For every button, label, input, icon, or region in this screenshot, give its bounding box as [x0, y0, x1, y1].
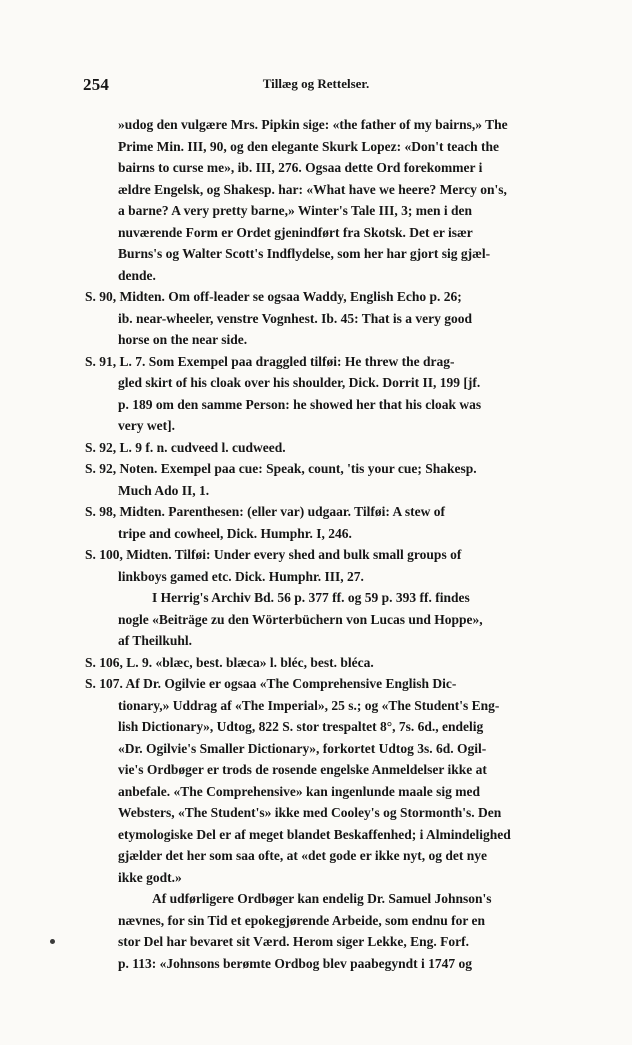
text-line: gled skirt of his cloak over his shoulder, Dick. Dorrit II, 199 [jf. — [118, 375, 481, 390]
text-line: S. 90, Midten. Om off-leader se ogsaa Waddy, English Echo p. 26; — [85, 289, 462, 304]
text-line: linkboys gamed etc. Dick. Humphr. III, 27. — [118, 569, 364, 584]
text-line: horse on the near side. — [118, 332, 248, 347]
text-line: Burns's og Walter Scott's Indflydelse, som her har gjort sig gjæl- — [118, 246, 491, 261]
text-line: stor Del har bevaret sit Værd. Herom siger Lekke, Eng. Forf. — [118, 934, 469, 949]
text-line: vie's Ordbøger er trods de rosende engelske Anmeldelser ikke at — [118, 762, 487, 777]
text-line: p. 189 om den samme Person: he showed her that his cloak was — [118, 397, 482, 412]
text-line: bairns to curse me», ib. III, 276. Ogsaa dette Ord forekommer i — [118, 160, 483, 175]
text-line: nævnes, for sin Tid et epokegjørende Arbeide, som endnu for en — [118, 913, 486, 928]
text-line: »udog den vulgære Mrs. Pipkin sige: «the father of my bairns,» The — [118, 117, 508, 132]
text-line: tionary,» Uddrag af «The Imperial», 25 s.; og «The Student's Eng- — [118, 698, 500, 713]
text-line: p. 113: «Johnsons berømte Ordbog blev paabegyndt i 1747 og — [118, 956, 473, 971]
text-line: dende. — [118, 268, 156, 283]
text-line: S. 107. Af Dr. Ogilvie er ogsaa «The Comprehensive English Dic- — [85, 676, 457, 691]
text-line: very wet]. — [118, 418, 175, 433]
text-line: ældre Engelsk, og Shakesp. har: «What have we heere? Mercy on's, — [118, 182, 507, 197]
text-line: Prime Min. III, 90, og den elegante Skurk Lopez: «Don't teach the — [118, 139, 499, 154]
text-line: S. 106, L. 9. «blæc, best. blæca» l. bléc, best. bléca. — [85, 655, 374, 670]
text-line: Af udførligere Ordbøger kan endelig Dr. Samuel Johnson's — [152, 891, 492, 906]
text-line: S. 91, L. 7. Som Exempel paa draggled tilføi: He threw the drag- — [85, 354, 455, 369]
page-number: 254 — [83, 75, 110, 94]
text-line: af Theilkuhl. — [118, 633, 193, 648]
text-line: S. 92, Noten. Exempel paa cue: Speak, count, 'tis your cue; Shakesp. — [85, 461, 477, 476]
text-line: S. 100, Midten. Tilføi: Under every shed and bulk small groups of — [85, 547, 462, 562]
text-line: tripe and cowheel, Dick. Humphr. I, 246. — [118, 526, 352, 541]
text-line: a barne? A very pretty barne,» Winter's Tale III, 3; men i den — [118, 203, 473, 218]
text-line: Websters, «The Student's» ikke med Cooley's og Stormonth's. Den — [118, 805, 502, 820]
text-line: etymologiske Del er af meget blandet Beskaffenhed; i Almindelighed — [118, 827, 511, 842]
text-line: ib. near-wheeler, venstre Vognhest. Ib. 45: That is a very good — [118, 311, 473, 326]
ink-speck — [50, 939, 55, 944]
text-line: Much Ado II, 1. — [118, 483, 210, 498]
text-line: nogle «Beiträge zu den Wörterbüchern von Lucas und Hoppe», — [118, 612, 483, 627]
text-line: S. 92, L. 9 f. n. cudveed l. cudweed. — [85, 440, 286, 455]
running-title: Tillæg og Rettelser. — [262, 76, 370, 91]
text-line: S. 98, Midten. Parenthesen: (eller var) udgaar. Tilføi: A stew of — [85, 504, 445, 519]
text-line: gjælder det her som saa ofte, at «det gode er ikke nyt, og det nye — [118, 848, 487, 863]
text-line: I Herrig's Archiv Bd. 56 p. 377 ff. og 59 p. 393 ff. findes — [152, 590, 470, 605]
text-line: ikke godt.» — [118, 870, 182, 885]
text-line: «Dr. Ogilvie's Smaller Dictionary», forkortet Udtog 3s. 6d. Ogil- — [118, 741, 487, 756]
text-line: lish Dictionary», Udtog, 822 S. stor trespaltet 8°, 7s. 6d., endelig — [118, 719, 484, 734]
text-line: nuværende Form er Ordet gjenindført fra Skotsk. Det er især — [118, 225, 473, 240]
text-line: anbefale. «The Comprehensive» kan ingenlunde maale sig med — [118, 784, 481, 799]
